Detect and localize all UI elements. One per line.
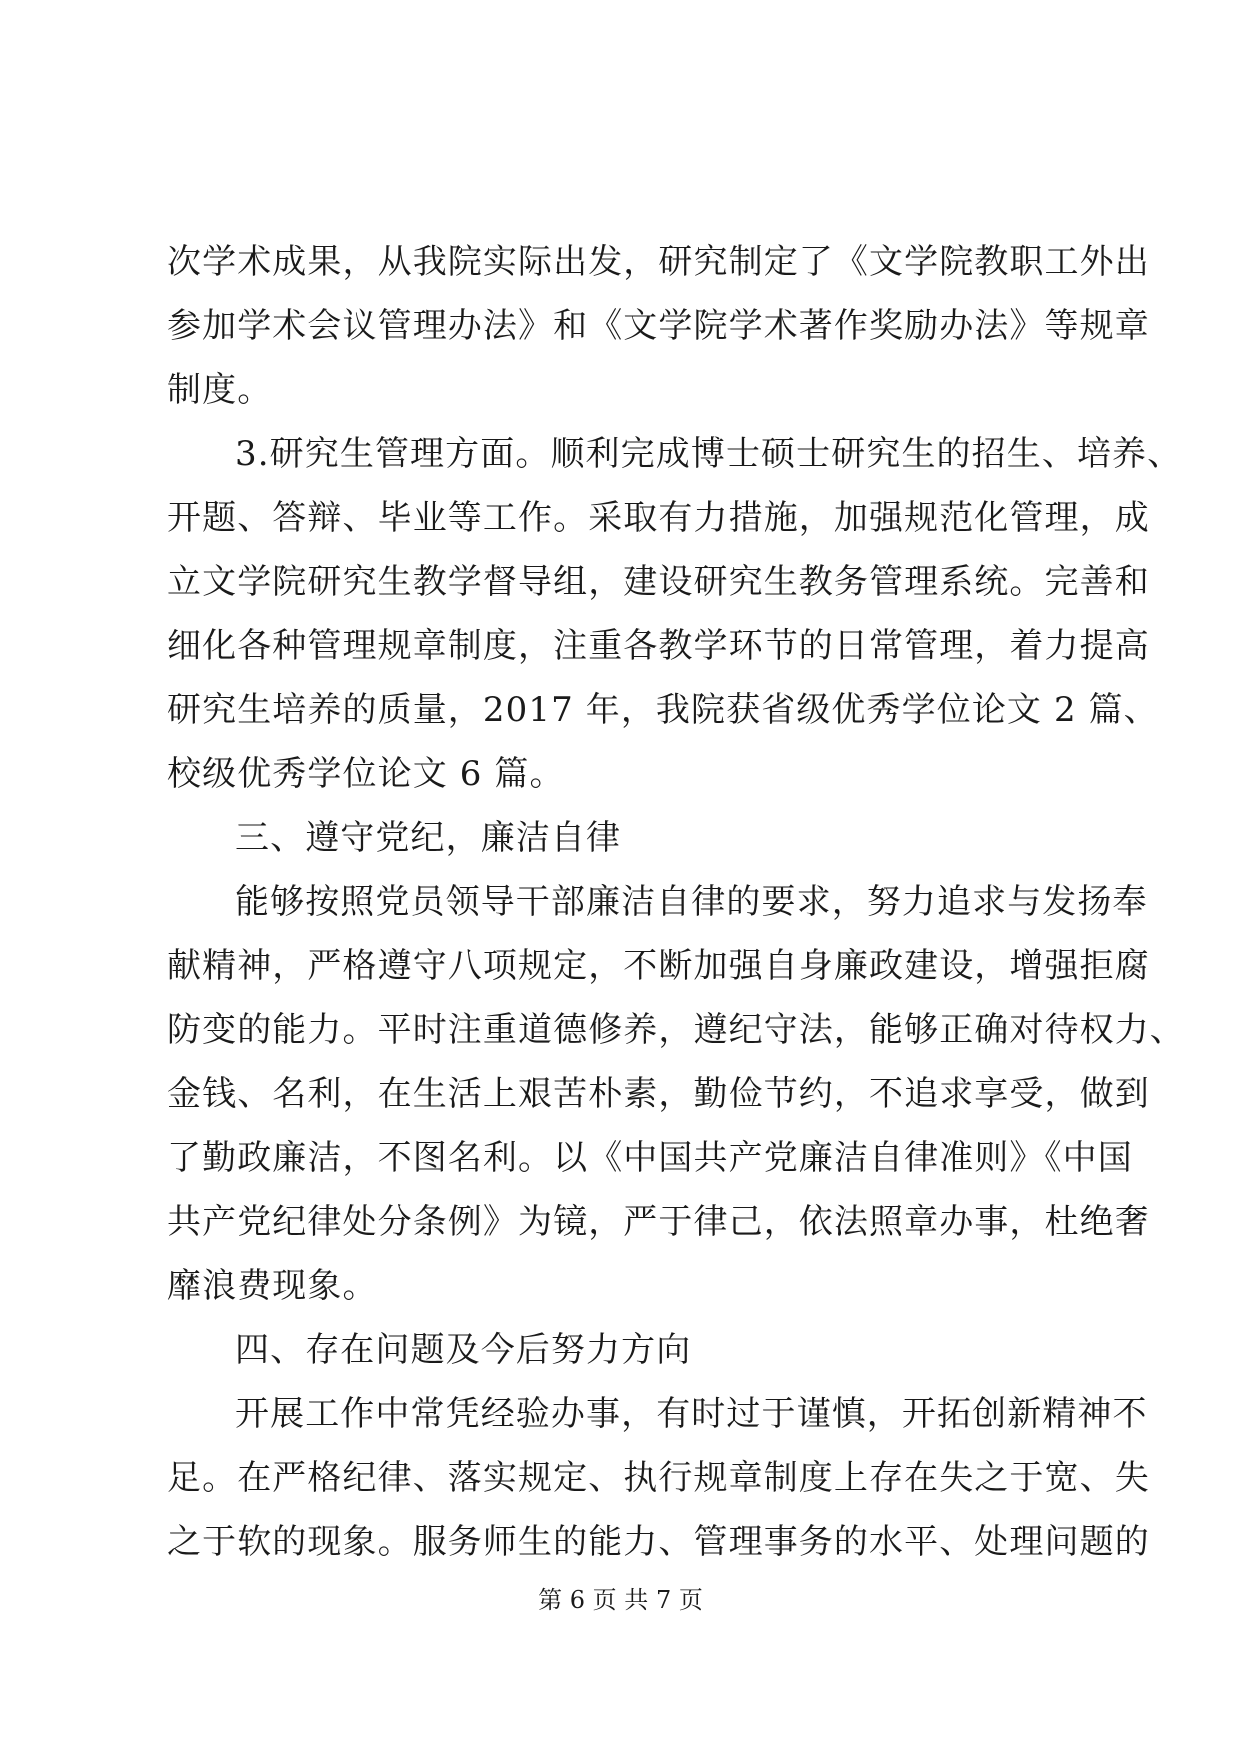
text-line: 3.研究生管理方面。顺利完成博士硕士研究生的招生、培养、: [235, 434, 1183, 474]
text-line: 四、存在问题及今后努力方向: [235, 1330, 692, 1370]
text-line: 制度。: [167, 370, 273, 410]
text-line: 参加学术会议管理办法》和《文学院学术著作奖励办法》等规章: [167, 306, 1150, 346]
document-body: [167, 230, 1185, 1574]
text-line: 开展工作中常凭经验办事，有时过于谨慎，开拓创新精神不: [235, 1394, 1148, 1434]
text-line: 细化各种管理规章制度，注重各教学环节的日常管理，着力提高: [167, 626, 1150, 666]
text-line: 校级优秀学位论文 6 篇。: [167, 754, 565, 794]
text-line: 靡浪费现象。: [167, 1266, 378, 1306]
text-line: 献精神，严格遵守八项规定，不断加强自身廉政建设，增强拒腐: [167, 946, 1150, 986]
text-line: 立文学院研究生教学督导组，建设研究生教务管理系统。完善和: [167, 562, 1150, 602]
text-line: 共产党纪律处分条例》为镜，严于律己，依法照章办事，杜绝奢: [167, 1202, 1150, 1242]
text-line: 能够按照党员领导干部廉洁自律的要求，努力追求与发扬奉: [235, 882, 1148, 922]
text-line: 研究生培养的质量，2017 年，我院获省级优秀学位论文 2 篇、: [167, 690, 1159, 730]
text-line: 三、遵守党纪，廉洁自律: [235, 818, 622, 858]
text-line: 之于软的现象。服务师生的能力、管理事务的水平、处理问题的: [167, 1522, 1150, 1562]
text-line: 足。在严格纪律、落实规定、执行规章制度上存在失之于宽、失: [167, 1458, 1150, 1498]
page-number: 第 6 页 共 7 页: [538, 1586, 703, 1614]
text-line: 了勤政廉洁，不图名利。以《中国共产党廉洁自律准则》《中国: [167, 1138, 1133, 1178]
text-line: 防变的能力。平时注重道德修养，遵纪守法，能够正确对待权力、: [167, 1010, 1185, 1050]
text-line: 次学术成果，从我院实际出发，研究制定了《文学院教职工外出: [167, 242, 1150, 282]
text-line: 金钱、名利，在生活上艰苦朴素，勤俭节约，不追求享受，做到: [167, 1074, 1150, 1114]
text-line: 开题、答辩、毕业等工作。采取有力措施，加强规范化管理，成: [167, 498, 1150, 538]
